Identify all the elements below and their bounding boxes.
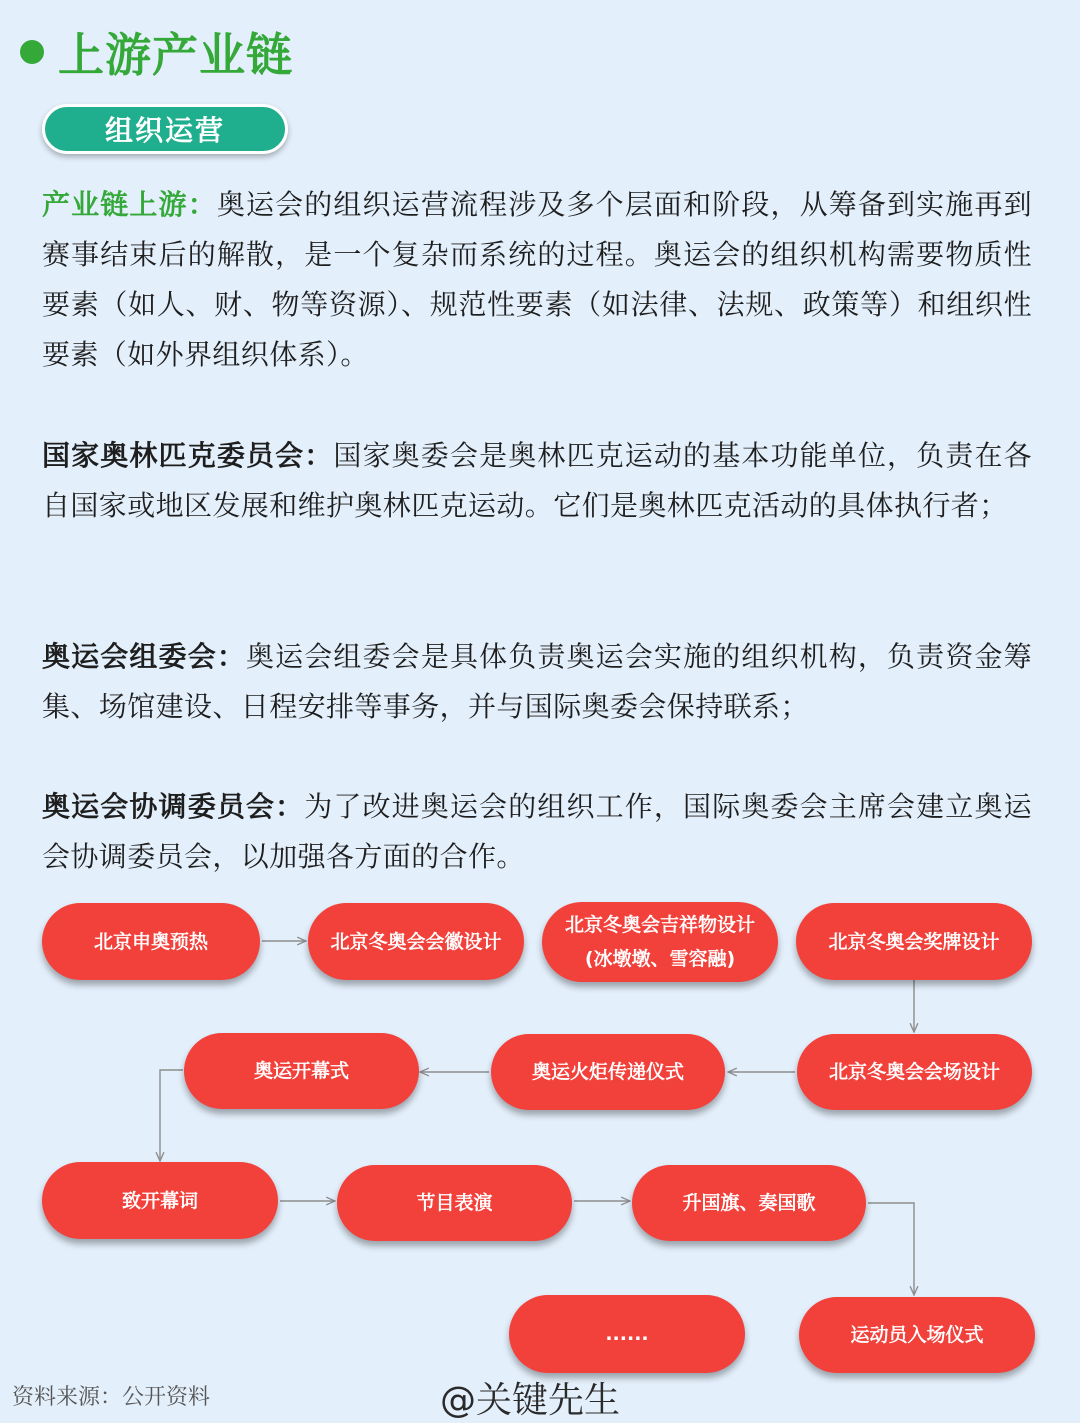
bullet-dot-icon xyxy=(20,40,44,64)
paragraph-text: 奥运会组委会是具体负责奥运会实施的组织机构，负责资金筹集、场馆建设、日程安排等事务，并与国际奥委会保持联系； xyxy=(42,640,1032,723)
node-label: 奥运火炬传递仪式 xyxy=(531,1061,684,1083)
node-label: 升国旗、奏国歌 xyxy=(682,1192,816,1214)
paragraph-lead: 国家奥林匹克委员会： xyxy=(42,439,334,472)
node-label: 运动员入场仪式 xyxy=(850,1324,984,1346)
flow-node-opening-ceremony xyxy=(184,1033,419,1109)
node-label-sub: (冰墩墩、雪容融) xyxy=(584,948,736,970)
flow-node-athlete-parade xyxy=(799,1297,1035,1373)
paragraph-coordination xyxy=(42,782,1032,882)
node-label: 致开幕词 xyxy=(121,1189,198,1212)
source-note: 资料来源：公开资料 xyxy=(12,1385,211,1410)
paragraph-noc xyxy=(42,431,1032,531)
category-badge: 组织运营 xyxy=(42,104,288,154)
flow-node-mascot-design xyxy=(542,902,778,982)
node-label: 奥运开幕式 xyxy=(253,1060,349,1082)
paragraph-text: 国家奥委会是奥林匹克运动的基本功能单位，负责在各自国家或地区发展和维护奥林匹克运动。它们是奥林匹克活动的具体执行者； xyxy=(42,439,1032,522)
flow-node-venue-design xyxy=(797,1034,1032,1110)
node-label: ...... xyxy=(605,1323,649,1345)
connector-n7-n8 xyxy=(160,1070,183,1161)
flow-node-performance xyxy=(337,1165,572,1241)
node-label: 北京冬奥会会徽设计 xyxy=(330,930,502,953)
flow-node-medal-design xyxy=(796,903,1032,980)
paragraph-lead: 奥运会组委会： xyxy=(42,640,246,673)
node-label: 北京冬奥会会场设计 xyxy=(828,1061,1000,1083)
paragraph-ocog xyxy=(42,632,1032,732)
node-label: 北京冬奥会奖牌设计 xyxy=(828,930,1000,953)
paragraph-lead: 产业链上游： xyxy=(42,188,217,221)
paragraph-upstream xyxy=(42,180,1032,380)
section-heading xyxy=(20,20,293,84)
paragraph-lead: 奥运会协调委员会： xyxy=(42,790,305,823)
flow-node-opening-speech xyxy=(42,1162,278,1239)
node-label: 北京申奥预热 xyxy=(93,930,208,953)
paragraph-text: 为了改进奥运会的组织工作，国际奥委会主席会建立奥运会协调委员会，以加强各方面的合作。 xyxy=(42,790,1032,873)
page-title: 上游产业链 xyxy=(58,28,293,82)
flow-node-flag-anthem xyxy=(632,1165,866,1241)
flow-node-bid-warmup xyxy=(42,903,260,980)
flow-node-more xyxy=(509,1295,745,1373)
flow-node-torch-relay xyxy=(491,1034,725,1110)
author-watermark: @关键先生 xyxy=(440,1380,621,1421)
connector-n10-n11 xyxy=(868,1203,914,1295)
paragraph-text: 奥运会的组织运营流程涉及多个层面和阶段，从筹备到实施再到赛事结束后的解散，是一个复杂而系统的过程。奥运会的组织机构需要物质性要素（如人、财、物等资源）、规范性要素（如法律、法规、政策等）和组织性要素（如外界组织体系）。 xyxy=(42,188,1032,371)
flow-node-emblem-design xyxy=(308,903,524,980)
node-label: 节目表演 xyxy=(416,1192,493,1214)
node-label: 北京冬奥会吉祥物设计 xyxy=(564,914,755,936)
